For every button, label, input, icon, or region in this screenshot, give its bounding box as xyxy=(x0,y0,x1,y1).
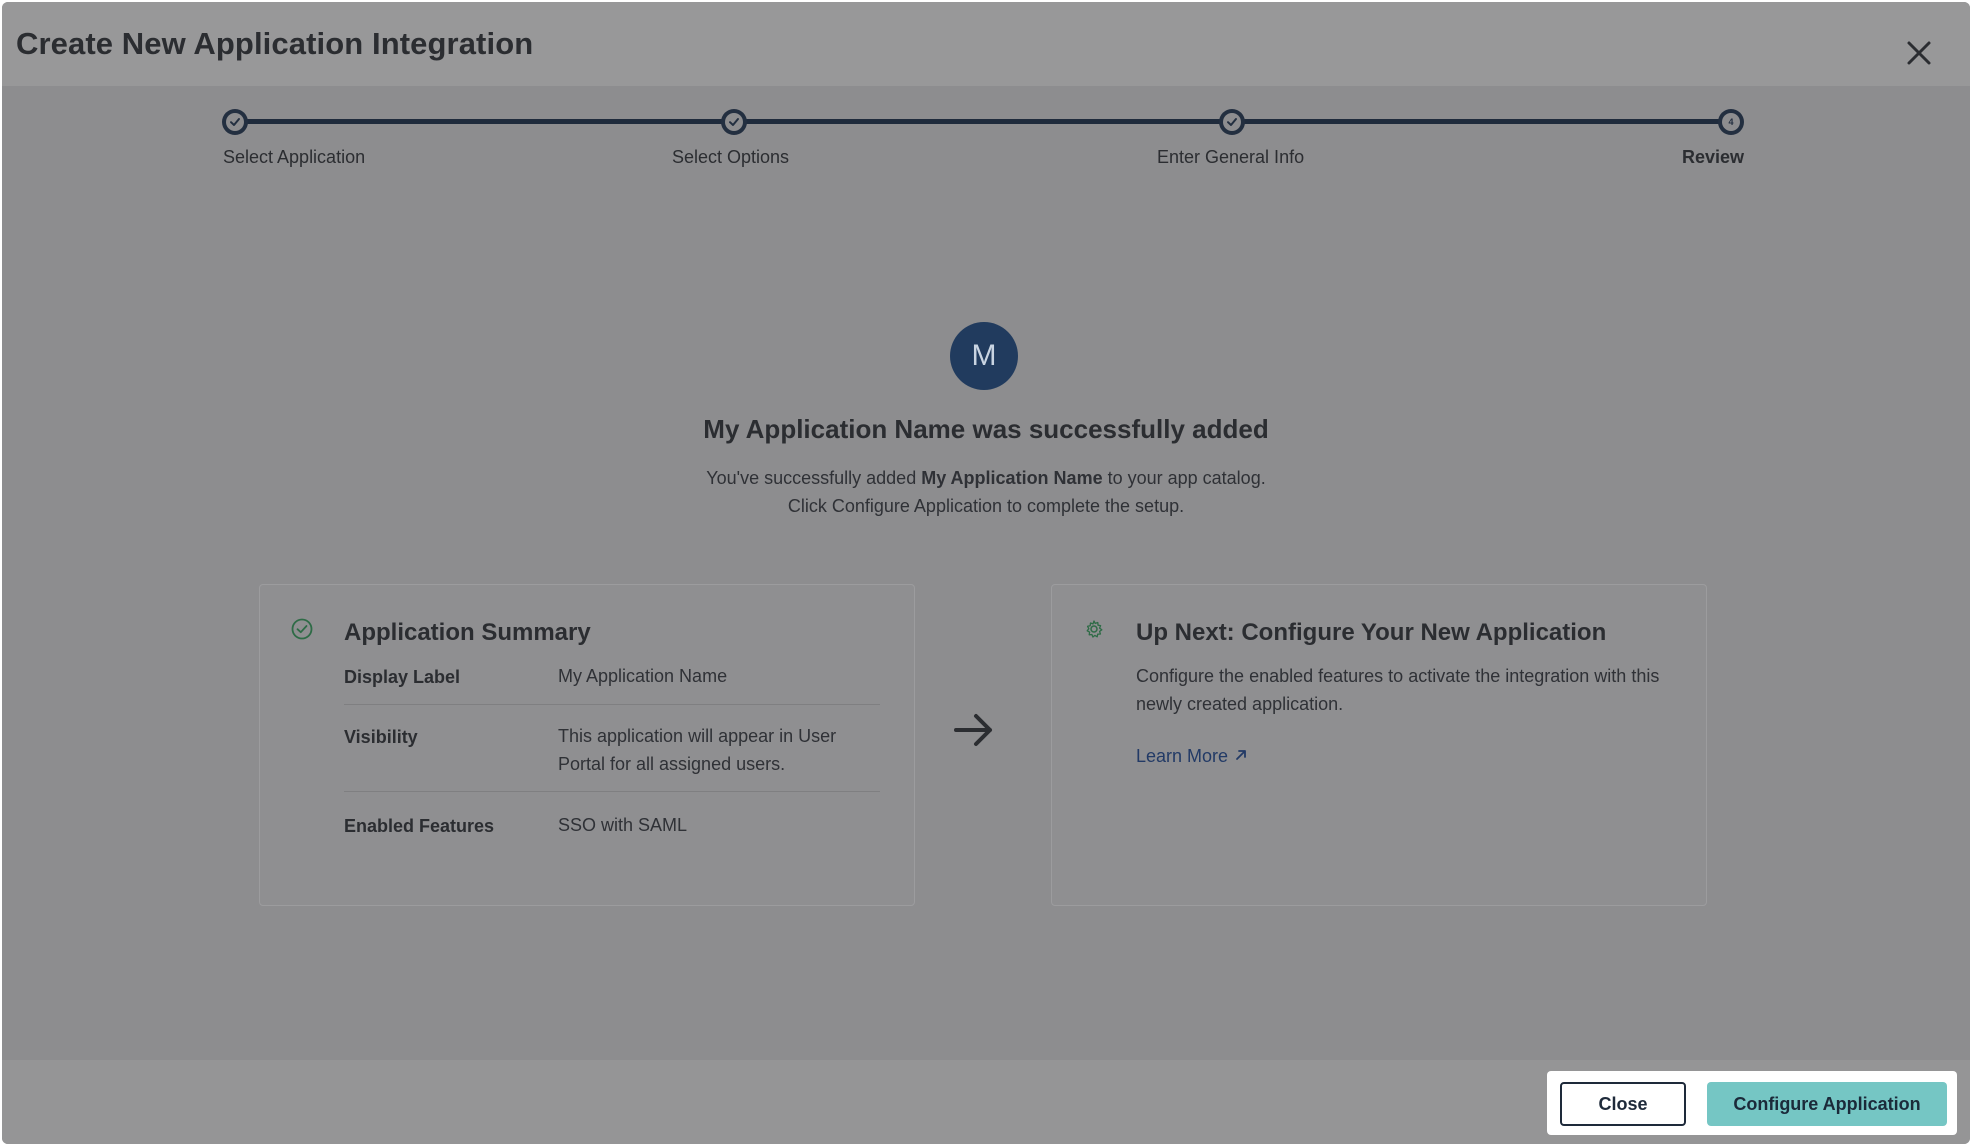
stepper-line-3 xyxy=(1231,119,1731,124)
step-2-check-icon xyxy=(721,109,747,135)
learn-more-label: Learn More xyxy=(1136,746,1229,766)
stepper-line-2 xyxy=(733,119,1233,124)
up-next-description: Configure the enabled features to activate the integration with this newly created application. xyxy=(1136,666,1660,714)
success-message-line-1: You've successfully added My Application Name to your app catalog. xyxy=(706,468,1266,488)
step-4-indicator xyxy=(1718,109,1744,135)
summary-row-visibility xyxy=(344,727,880,783)
summary-row-value: SSO with SAML xyxy=(558,815,688,835)
summary-row-value: This application will appear in User Portal for all assigned users. xyxy=(558,726,837,774)
configure-application-button[interactable]: Configure Application xyxy=(1707,1082,1947,1126)
app-avatar: M xyxy=(950,322,1018,390)
summary-row-label: Display Label xyxy=(344,667,461,687)
step-label-review: Review xyxy=(1682,147,1745,167)
success-headline: My Application Name was successfully added xyxy=(703,414,1269,444)
summary-row-value: My Application Name xyxy=(558,666,728,686)
summary-row-label: Visibility xyxy=(344,727,418,747)
app-name-bold: My Application Name xyxy=(921,468,1103,488)
step-label-select-application: Select Application xyxy=(223,147,366,167)
summary-row-display-label xyxy=(344,667,880,695)
application-summary-card xyxy=(259,584,915,906)
dialog-header xyxy=(2,2,1970,86)
check-circle-icon xyxy=(290,617,314,641)
step-label-enter-general-info: Enter General Info xyxy=(1157,147,1305,167)
close-icon[interactable] xyxy=(1905,39,1933,67)
step-label-select-options: Select Options xyxy=(672,147,790,167)
summary-row-enabled-features xyxy=(344,816,880,844)
dialog-body xyxy=(2,86,1970,1060)
footer-actions xyxy=(1547,1071,1957,1135)
learn-more-link[interactable] xyxy=(1136,746,1248,767)
up-next-title: Up Next: Configure Your New Application xyxy=(1136,619,1607,646)
summary-divider xyxy=(344,704,880,705)
arrow-right-icon xyxy=(954,712,994,748)
step-1-check-icon xyxy=(222,109,248,135)
external-link-icon xyxy=(1234,746,1248,767)
stepper-line-1 xyxy=(235,119,735,124)
dialog-title: Create New Application Integration xyxy=(16,26,534,61)
step-4-number: 4 xyxy=(1722,113,1740,131)
close-button[interactable]: Close xyxy=(1560,1082,1686,1126)
create-integration-dialog xyxy=(2,2,1970,1144)
gear-icon xyxy=(1084,619,1104,639)
step-3-check-icon xyxy=(1219,109,1245,135)
summary-divider xyxy=(344,791,880,792)
success-message-line-2: Click Configure Application to complete the setup. xyxy=(787,496,1185,516)
summary-row-label: Enabled Features xyxy=(344,816,495,836)
summary-title: Application Summary xyxy=(344,619,591,646)
up-next-card xyxy=(1051,584,1707,906)
